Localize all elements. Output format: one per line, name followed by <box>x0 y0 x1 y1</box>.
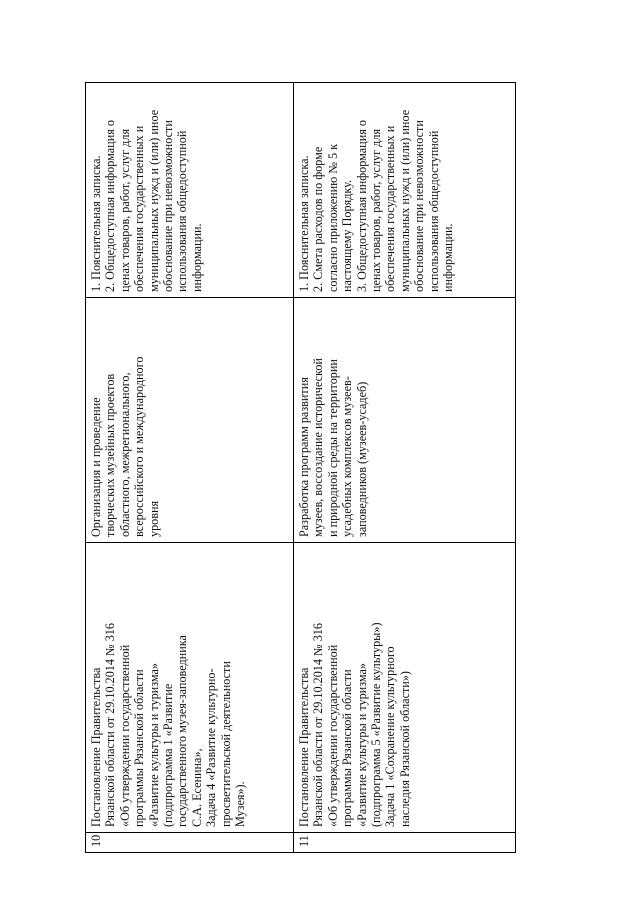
required-documents-cell: 1. Пояснительная записка. 2. Общедоступная информация о ценах товаров, работ, услуг для обеспечения государственных и муниципальных нужд и (или) иное обоснование при невозможности использования общедоступной информации. <box>86 83 294 298</box>
document-table <box>85 82 516 853</box>
required-documents-cell: 1. Пояснительная записка. 2. Смета расходов по форме согласно приложению № 5 к настоящему Порядку. 3. Общедоступная информация о ценах товаров, работ, услуг для обеспечения государственных и муниципальных нужд и (или) иное обоснование при невозможности использования общедоступной информации. <box>294 83 516 298</box>
row-number: 10 <box>86 833 294 853</box>
event-name-cell: Организация и проведение творческих музейных проектов областного, межрегионального, всероссийского и международного уровня <box>86 298 294 543</box>
table-row <box>86 83 294 853</box>
legal-basis-cell: Постановление Правительства Рязанской области от 29.10.2014 № 316 «Об утверждении государственной программы Рязанской области «Развитие культуры и туризма» (подпрограмма 5 «Развитие культуры») Задача 1 «Сохранение культурного наследия Рязанской области») <box>294 543 516 833</box>
event-name-cell: Разработка программ развития музеев, воссоздание исторической и природной среды на территории усадебных комплексов музеев- заповедников (музеев-усадеб) <box>294 298 516 543</box>
table-row <box>294 83 516 853</box>
legal-basis-cell: Постановление Правительства Рязанской области от 29.10.2014 № 316 «Об утверждении государственной программы Рязанской области «Развитие культуры и туризма» (подпрограмма 1 «Развитие государственного музея-заповедника С.А. Есенина», Задача 4 «Развитие культурно- просветительской деятельности Музея»). <box>86 543 294 833</box>
rotated-table-container <box>85 83 515 853</box>
row-number: 11 <box>294 833 516 853</box>
